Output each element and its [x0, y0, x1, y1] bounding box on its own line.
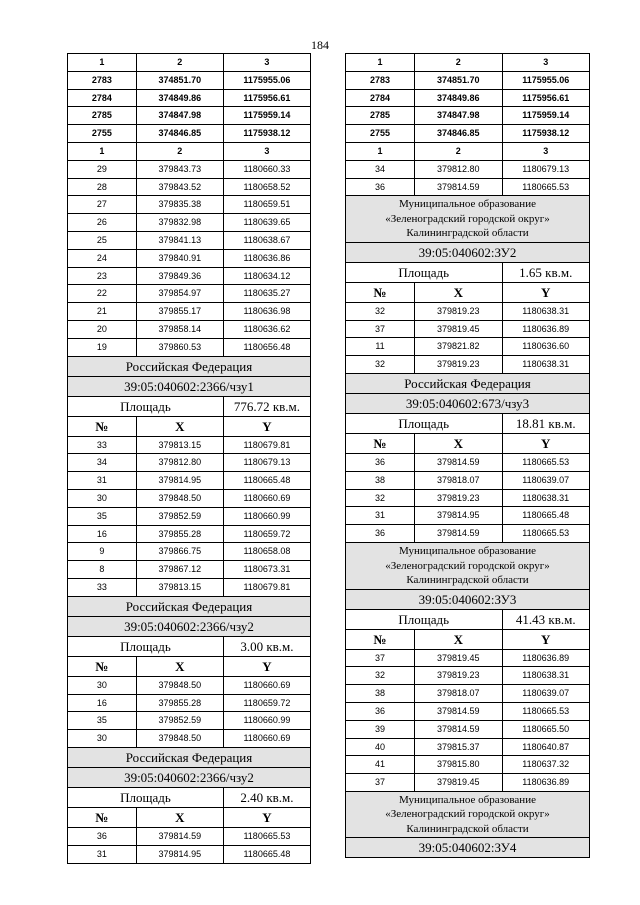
section-owner: Российская Федерация — [67, 748, 311, 768]
table-row — [345, 321, 590, 339]
area-label: Площадь — [120, 789, 171, 805]
cell: 379849.36 — [136, 268, 223, 285]
cell: 379815.37 — [414, 739, 501, 756]
cell: 1180639.07 — [502, 685, 589, 702]
table-row — [345, 356, 590, 374]
cell: 1180659.72 — [223, 526, 310, 543]
table-row — [345, 107, 590, 125]
cell: 374851.70 — [414, 72, 501, 89]
column-header-row — [67, 417, 311, 437]
table-row — [67, 561, 311, 579]
table-row — [345, 774, 590, 792]
cell: 27 — [96, 199, 107, 210]
cell: 379819.45 — [414, 321, 501, 338]
cell: 379819.23 — [414, 490, 501, 507]
cell: 379819.45 — [414, 650, 501, 667]
table-row — [345, 650, 590, 668]
cell: 2783 — [370, 74, 391, 85]
cell: 374846.85 — [136, 125, 223, 142]
area-row — [345, 263, 590, 283]
table-row — [67, 846, 311, 864]
section-owner: Российская Федерация — [67, 597, 311, 617]
table-row — [67, 72, 311, 90]
table-row — [67, 828, 311, 846]
cell: 379852.59 — [136, 508, 223, 525]
cell: 379860.53 — [136, 339, 223, 356]
area-value: 3.00 кв.м. — [223, 637, 310, 656]
table-row — [67, 712, 311, 730]
area-value: 2.40 кв.м. — [223, 788, 310, 807]
table-row — [67, 579, 311, 597]
cell: 3 — [223, 143, 310, 160]
cell: 37 — [375, 652, 386, 663]
cell: 2755 — [370, 128, 391, 139]
cell: 38 — [375, 474, 386, 485]
cell: 2 — [136, 54, 223, 71]
owner-line: «Зеленоградский городской округ» — [385, 808, 550, 821]
cell: 35 — [96, 715, 107, 726]
cell: 39 — [375, 723, 386, 734]
cell: 33 — [96, 581, 107, 592]
column-header: Y — [223, 657, 310, 676]
cell: 379812.80 — [414, 161, 501, 178]
area-label: Площадь — [398, 264, 450, 280]
cell: 1180660.69 — [223, 490, 310, 507]
cell: 21 — [96, 306, 107, 317]
area-value: 776.72 кв.м. — [223, 397, 310, 416]
table-row — [67, 339, 311, 357]
cell: 1180665.53 — [502, 525, 589, 542]
cell: 379815.80 — [414, 756, 501, 773]
cell: 2783 — [91, 74, 112, 85]
cell: 1180673.31 — [223, 561, 310, 578]
table-row — [345, 72, 590, 90]
owner-line: «Зеленоградский городской округ» — [385, 559, 550, 572]
table-row — [345, 90, 590, 108]
column-header: № — [95, 809, 109, 825]
table-row — [345, 490, 590, 508]
table-row — [345, 739, 590, 757]
cell: 1180636.62 — [223, 321, 310, 338]
table-row — [67, 677, 311, 695]
cell: 379855.28 — [136, 695, 223, 712]
cell: 1175959.14 — [502, 107, 589, 124]
area-row — [67, 637, 311, 657]
area-value: 1.65 кв.м. — [502, 263, 589, 282]
cell: 379814.95 — [136, 472, 223, 489]
cell: 1180660.33 — [223, 161, 310, 178]
cell: 30 — [96, 733, 107, 744]
section-code: 39:05:040602:ЗУ4 — [345, 838, 590, 858]
right-coordinates-table — [345, 53, 590, 858]
cell: 1180659.72 — [223, 695, 310, 712]
owner-line: Муниципальное образование — [399, 198, 536, 211]
area-row — [345, 414, 590, 434]
table-row — [345, 161, 590, 179]
cell: 379866.75 — [136, 543, 223, 560]
cell: 1180637.32 — [502, 756, 589, 773]
cell: 3 — [502, 54, 589, 71]
cell: 1180679.81 — [223, 579, 310, 596]
cell: 1180679.81 — [223, 437, 310, 454]
cell: 1 — [99, 57, 105, 67]
column-header: X — [136, 808, 223, 827]
cell: 379812.80 — [136, 454, 223, 471]
cell: 11 — [375, 341, 385, 352]
table-row — [67, 695, 311, 713]
cell: 3 — [502, 143, 589, 160]
cell: 32 — [375, 492, 386, 503]
left-coordinates-table — [67, 53, 311, 864]
cell: 2755 — [91, 128, 112, 139]
table-row — [67, 179, 311, 197]
table-row — [67, 321, 311, 339]
cell: 38 — [375, 688, 386, 699]
cell: 1180665.48 — [223, 472, 310, 489]
cell: 1180639.07 — [502, 472, 589, 489]
cell: 1180665.48 — [502, 507, 589, 524]
cell: 379819.45 — [414, 774, 501, 791]
cell: 19 — [96, 341, 107, 352]
area-value: 18.81 кв.м. — [502, 414, 589, 433]
cell: 379843.52 — [136, 179, 223, 196]
area-row — [67, 397, 311, 417]
cell: 16 — [96, 697, 107, 708]
cell: 36 — [375, 181, 386, 192]
cell: 1 — [377, 57, 383, 67]
cell: 1180636.60 — [502, 338, 589, 355]
table-row — [67, 730, 311, 748]
column-header: № — [373, 436, 387, 452]
table-row — [345, 525, 590, 543]
table-header-row — [345, 143, 590, 161]
cell: 1175938.12 — [502, 125, 589, 142]
cell: 1175956.61 — [502, 90, 589, 107]
column-header-row — [345, 630, 590, 650]
cell: 1180665.53 — [502, 703, 589, 720]
table-row — [67, 214, 311, 232]
cell: 1180638.67 — [223, 232, 310, 249]
column-header-row — [345, 434, 590, 454]
table-row — [67, 437, 311, 455]
section-code: 39:05:040602:2366/чзу2 — [67, 768, 311, 788]
cell: 379814.95 — [136, 846, 223, 863]
area-label: Площадь — [120, 398, 171, 414]
cell: 379814.59 — [414, 721, 501, 738]
cell: 37 — [375, 777, 386, 788]
cell: 36 — [375, 528, 386, 539]
table-row — [345, 454, 590, 472]
table-header-row — [67, 53, 311, 72]
table-row — [345, 685, 590, 703]
area-label: Площадь — [398, 416, 450, 432]
area-label: Площадь — [120, 638, 171, 654]
cell: 1180636.86 — [223, 250, 310, 267]
table-row — [67, 161, 311, 179]
cell: 32 — [375, 670, 386, 681]
cell: 1180638.31 — [502, 667, 589, 684]
cell: 30 — [96, 492, 107, 503]
cell: 1180665.48 — [223, 846, 310, 863]
cell: 1180636.89 — [502, 650, 589, 667]
cell: 1180660.69 — [223, 730, 310, 747]
cell: 1180660.99 — [223, 508, 310, 525]
cell: 1180634.12 — [223, 268, 310, 285]
column-header-row — [67, 657, 311, 677]
table-row — [345, 338, 590, 356]
column-header-row — [67, 808, 311, 828]
section-owner — [345, 196, 590, 243]
section-code: 39:05:040602:2366/чзу1 — [67, 377, 311, 397]
table-row — [67, 508, 311, 526]
cell: 31 — [375, 510, 386, 521]
cell: 1180656.48 — [223, 339, 310, 356]
table-row — [67, 490, 311, 508]
section-owner — [345, 543, 590, 590]
cell: 379814.59 — [414, 454, 501, 471]
cell: 30 — [96, 679, 107, 690]
table-row — [67, 526, 311, 544]
cell: 379832.98 — [136, 214, 223, 231]
cell: 379813.15 — [136, 437, 223, 454]
cell: 379819.23 — [414, 356, 501, 373]
cell: 1180665.53 — [502, 179, 589, 196]
area-value: 41.43 кв.м. — [502, 610, 589, 629]
table-row — [67, 250, 311, 268]
cell: 379840.91 — [136, 250, 223, 267]
cell: 1175955.06 — [223, 72, 310, 89]
section-code: 39:05:040602:2366/чзу2 — [67, 617, 311, 637]
column-header: X — [136, 417, 223, 436]
area-row — [345, 610, 590, 630]
table-row — [67, 232, 311, 250]
table-row — [67, 125, 311, 143]
cell: 379814.95 — [414, 507, 501, 524]
cell: 374851.70 — [136, 72, 223, 89]
cell: 379858.14 — [136, 321, 223, 338]
cell: 34 — [96, 457, 107, 468]
cell: 23 — [96, 270, 107, 281]
cell: 33 — [96, 439, 107, 450]
column-header: X — [414, 630, 501, 649]
cell: 1180640.87 — [502, 739, 589, 756]
owner-line: Калининградской области — [406, 574, 529, 587]
owner-line: Муниципальное образование — [399, 793, 536, 806]
cell: 1180636.89 — [502, 321, 589, 338]
cell: 2784 — [91, 92, 112, 103]
cell: 40 — [375, 741, 386, 752]
cell: 37 — [375, 323, 386, 334]
cell: 379855.28 — [136, 526, 223, 543]
cell: 379848.50 — [136, 490, 223, 507]
cell: 379819.23 — [414, 667, 501, 684]
section-code: 39:05:040602:ЗУ2 — [345, 243, 590, 263]
cell: 34 — [375, 163, 386, 174]
cell: 1180658.52 — [223, 179, 310, 196]
table-row — [345, 125, 590, 143]
cell: 379819.23 — [414, 303, 501, 320]
table-row — [67, 543, 311, 561]
cell: 1180679.13 — [223, 454, 310, 471]
table-row — [345, 303, 590, 321]
cell: 36 — [96, 830, 107, 841]
cell: 379814.59 — [414, 703, 501, 720]
cell: 41 — [375, 759, 386, 770]
cell: 29 — [96, 163, 107, 174]
cell: 31 — [96, 475, 107, 486]
column-header: № — [95, 658, 109, 674]
cell: 1180638.31 — [502, 356, 589, 373]
column-header: X — [414, 283, 501, 302]
cell: 379848.50 — [136, 677, 223, 694]
cell: 1180636.89 — [502, 774, 589, 791]
column-header: Y — [223, 417, 310, 436]
column-header: X — [136, 657, 223, 676]
table-row — [345, 179, 590, 197]
column-header: Y — [502, 630, 589, 649]
cell: 1180665.50 — [502, 721, 589, 738]
cell: 2 — [136, 143, 223, 160]
cell: 24 — [96, 252, 107, 263]
cell: 1180665.53 — [223, 828, 310, 845]
cell: 1175938.12 — [223, 125, 310, 142]
cell: 1180659.51 — [223, 196, 310, 213]
cell: 379843.73 — [136, 161, 223, 178]
table-row — [345, 756, 590, 774]
table-row — [67, 268, 311, 286]
cell: 1175955.06 — [502, 72, 589, 89]
cell: 1180658.08 — [223, 543, 310, 560]
cell: 379818.07 — [414, 685, 501, 702]
cell: 32 — [375, 359, 386, 370]
cell: 35 — [96, 510, 107, 521]
section-code: 39:05:040602:673/чзу3 — [345, 394, 590, 414]
cell: 1180638.31 — [502, 303, 589, 320]
owner-line: Калининградской области — [406, 227, 529, 240]
cell: 1 — [99, 145, 105, 156]
section-owner: Российская Федерация — [67, 357, 311, 377]
table-header-row — [67, 143, 311, 161]
cell: 379813.15 — [136, 579, 223, 596]
table-row — [345, 721, 590, 739]
cell: 1180639.65 — [223, 214, 310, 231]
column-header: Y — [502, 434, 589, 453]
table-row — [345, 667, 590, 685]
cell: 1180660.69 — [223, 677, 310, 694]
cell: 374849.86 — [136, 90, 223, 107]
table-row — [67, 90, 311, 108]
cell: 379821.82 — [414, 338, 501, 355]
column-header: Y — [502, 283, 589, 302]
cell: 1180660.99 — [223, 712, 310, 729]
cell: 26 — [96, 217, 107, 228]
table-row — [345, 472, 590, 490]
column-header: № — [95, 418, 109, 434]
cell: 379835.38 — [136, 196, 223, 213]
cell: 1180665.53 — [502, 454, 589, 471]
cell: 379855.17 — [136, 303, 223, 320]
cell: 379814.59 — [414, 179, 501, 196]
section-code: 39:05:040602:ЗУ3 — [345, 590, 590, 610]
column-header: № — [373, 284, 387, 300]
cell: 2 — [414, 143, 501, 160]
cell: 1175959.14 — [223, 107, 310, 124]
cell: 20 — [96, 323, 107, 334]
column-header: X — [414, 434, 501, 453]
cell: 32 — [375, 305, 386, 316]
cell: 9 — [99, 546, 105, 557]
cell: 379848.50 — [136, 730, 223, 747]
column-header-row — [345, 283, 590, 303]
table-header-row — [345, 53, 590, 72]
cell: 36 — [375, 457, 386, 468]
cell: 36 — [375, 705, 386, 716]
cell: 1180635.27 — [223, 285, 310, 302]
cell: 1175956.61 — [223, 90, 310, 107]
cell: 25 — [96, 234, 107, 245]
owner-line: Калининградской области — [406, 822, 529, 835]
column-header: № — [373, 631, 387, 647]
owner-line: «Зеленоградский городской округ» — [385, 212, 550, 225]
cell: 374849.86 — [414, 90, 501, 107]
cell: 2785 — [91, 110, 112, 121]
cell: 1180679.13 — [502, 161, 589, 178]
cell: 22 — [96, 288, 107, 299]
cell: 379818.07 — [414, 472, 501, 489]
section-owner: Российская Федерация — [345, 374, 590, 394]
table-row — [345, 507, 590, 525]
table-row — [67, 454, 311, 472]
cell: 1180638.31 — [502, 490, 589, 507]
section-owner — [345, 792, 590, 839]
cell: 374847.98 — [136, 107, 223, 124]
owner-line: Муниципальное образование — [399, 545, 536, 558]
page-number: 184 — [311, 38, 329, 52]
cell: 379841.13 — [136, 232, 223, 249]
table-row — [67, 107, 311, 125]
cell: 374847.98 — [414, 107, 501, 124]
table-row — [345, 703, 590, 721]
area-row — [67, 788, 311, 808]
cell: 379852.59 — [136, 712, 223, 729]
area-label: Площадь — [398, 611, 450, 627]
cell: 3 — [223, 54, 310, 71]
cell: 379814.59 — [136, 828, 223, 845]
cell: 1 — [377, 145, 383, 156]
table-row — [67, 196, 311, 214]
table-row — [67, 285, 311, 303]
cell: 1180636.98 — [223, 303, 310, 320]
cell: 28 — [96, 181, 107, 192]
table-row — [67, 472, 311, 490]
cell: 374846.85 — [414, 125, 501, 142]
cell: 379867.12 — [136, 561, 223, 578]
cell: 379854.97 — [136, 285, 223, 302]
cell: 16 — [96, 528, 107, 539]
cell: 31 — [96, 848, 107, 859]
cell: 379814.59 — [414, 525, 501, 542]
column-header: Y — [223, 808, 310, 827]
cell: 2784 — [370, 92, 391, 103]
table-row — [67, 303, 311, 321]
cell: 2 — [414, 54, 501, 71]
cell: 2785 — [370, 110, 391, 121]
cell: 8 — [99, 564, 105, 575]
